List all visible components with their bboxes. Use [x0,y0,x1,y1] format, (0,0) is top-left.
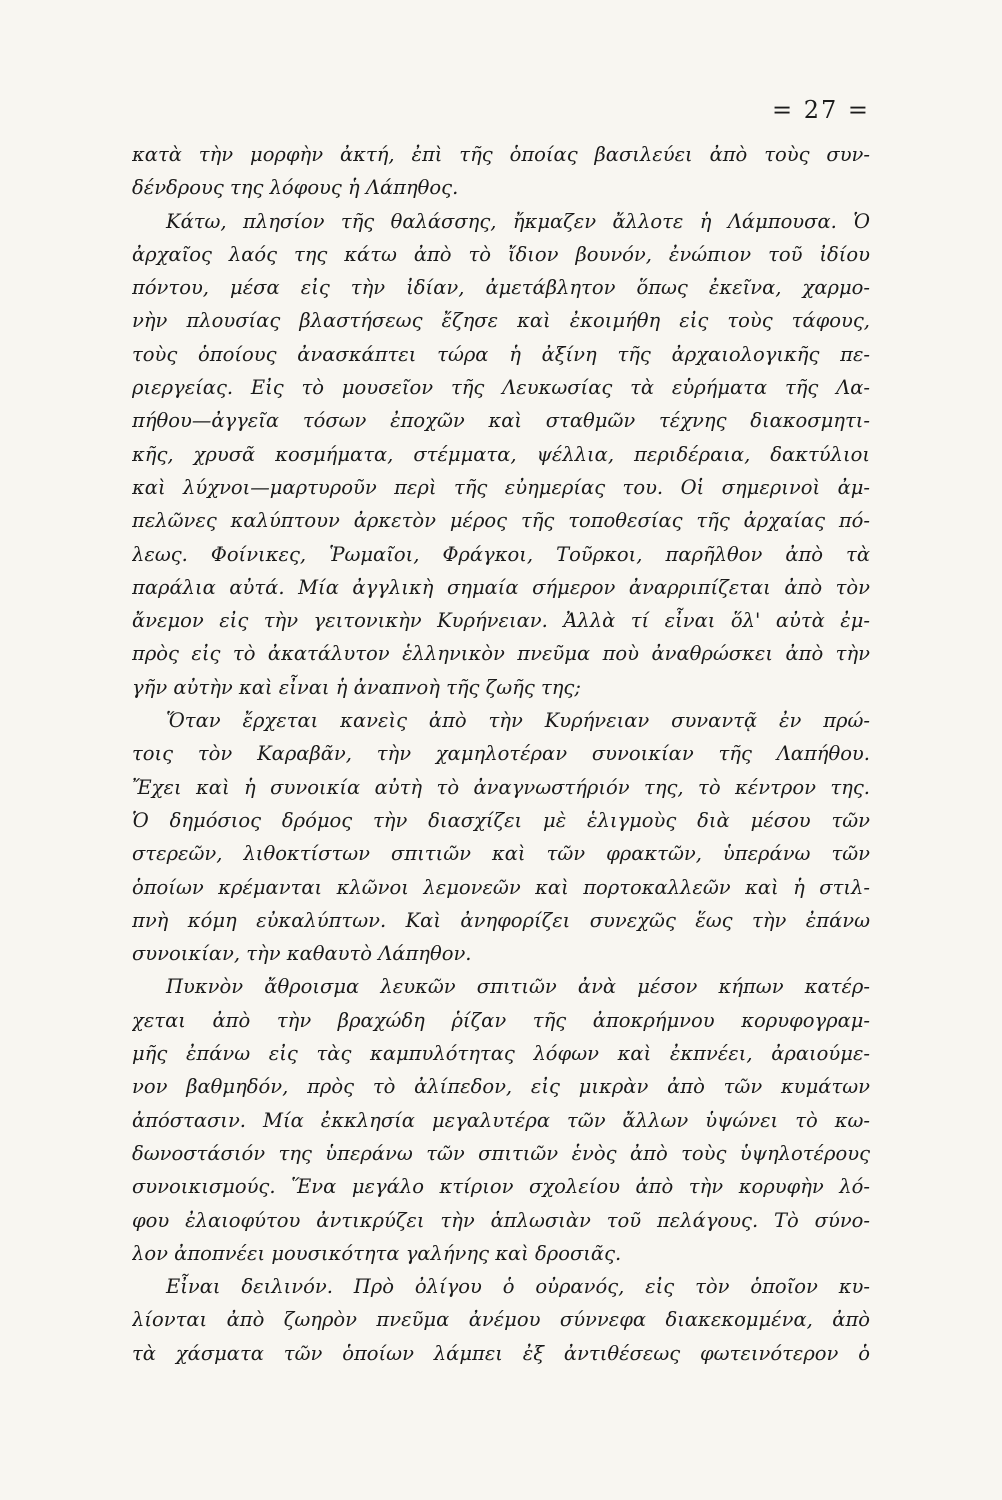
text-line: παράλια αὐτά. Μία ἀγγλικὴ σημαία σήμερον ἀναρριπίζεται ἀπὸ τὸν [132,575,870,599]
text-line: ὁποίων κρέμανται κλῶνοι λεμονεῶν καὶ πορτοκαλλεῶν καὶ ἡ στιλ- [132,875,870,899]
text-line: πρὸς εἰς τὸ ἀκατάλυτον ἑλληνικὸν πνεῦμα ποὺ ἀναθρώσκει ἀπὸ τὴν [132,642,870,666]
text-line: κατὰ τὴν μορφὴν ἀκτή, ἐπὶ τῆς ὁποίας βασιλεύει ἀπὸ τοὺς συν- [132,143,870,166]
text-line: τοὺς ὁποίους ἀνασκάπτει τώρα ἡ ἀξίνη τῆς ἀρχαιολογικῆς πε- [132,342,870,366]
text-line: μῆς ἐπάνω εἰς τὰς καμπυλότητας λόφων καὶ ἐκπνέει, ἀραιούμε- [132,1042,870,1066]
text-line: λίονται ἀπὸ ζωηρὸν πνεῦμα ἀνέμου σύννεφα διακεκομμένα, ἀπὸ [132,1308,870,1332]
text-line: Ἔχει καὶ ἡ συνοικία αὐτὴ τὸ ἀναγνωστήριόν της, τὸ κέντρον της. [132,775,870,799]
text-line: συνοικισμούς. Ἕνα μεγάλο κτίριον σχολείου ἀπὸ τὴν κορυφὴν λό- [132,1175,870,1199]
body-text [132,138,870,1370]
text-line: Κάτω, πλησίον τῆς θαλάσσης, ἤκμαζεν ἄλλοτε ἡ Λάμπουσα. Ὁ [166,209,870,233]
text-line: δένδρους της λόφους ἡ Λάπηθος. [132,176,459,200]
text-line: χεται ἀπὸ τὴν βραχώδη ῥίζαν τῆς ἀποκρήμνου κορυφογραμ- [132,1008,870,1032]
text-line: τὰ χάσματα τῶν ὁποίων λάμπει ἐξ ἀντιθέσεως φωτεινότερον ὁ [132,1341,870,1365]
text-line: πελῶνες καλύπτουν ἀρκετὸν μέρος τῆς τοποθεσίας τῆς ἀρχαίας πό- [132,509,870,533]
text-line: Εἶναι δειλινόν. Πρὸ ὀλίγου ὁ οὐρανός, εἰς τὸν ὁποῖον κυ- [166,1275,870,1299]
text-line: πόντου, μέσα εἰς τὴν ἰδίαν, ἀμετάβλητον ὅπως ἐκεῖνα, χαρμο- [132,276,870,300]
text-line: ἀπόστασιν. Μία ἐκκλησία μεγαλυτέρα τῶν ἄλλων ὑψώνει τὸ κω- [132,1108,870,1132]
text-line: φου ἐλαιοφύτου ἀντικρύζει τὴν ἁπλωσιὰν τοῦ πελάγους. Τὸ σύνο- [132,1208,870,1232]
text-line: λον ἀποπνέει μουσικότητα γαλήνης καὶ δροσιᾶς. [132,1241,622,1265]
text-line: πήθου—ἀγγεῖα τόσων ἐποχῶν καὶ σταθμῶν τέχνης διακοσμητι- [132,409,870,433]
text-line: κῆς, χρυσᾶ κοσμήματα, στέμματα, ψέλλια, περιδέραια, δακτύλιοι [132,442,870,466]
text-line: στερεῶν, λιθοκτίστων σπιτιῶν καὶ τῶν φρακτῶν, ὑπεράνω τῶν [132,842,870,866]
text-line: πνὴ κόμη εὐκαλύπτων. Καὶ ἀνηφορίζει συνεχῶς ἕως τὴν ἐπάνω [132,908,870,932]
text-line: νὴν πλουσίας βλαστήσεως ἔζησε καὶ ἐκοιμήθη εἰς τοὺς τάφους, [132,309,870,333]
text-line: λεως. Φοίνικες, Ῥωμαῖοι, Φράγκοι, Τοῦρκοι, παρῆλθον ἀπὸ τὰ [132,542,870,566]
text-line: νον βαθμηδόν, πρὸς τὸ ἀλίπεδον, εἰς μικρὰν ἀπὸ τῶν κυμάτων [132,1075,870,1099]
text-line: Ὁ δημόσιος δρόμος τὴν διασχίζει μὲ ἑλιγμοὺς διὰ μέσου τῶν [132,808,870,832]
text-line: ριεργείας. Εἰς τὸ μουσεῖον τῆς Λευκωσίας τὰ εὑρήματα τῆς Λα- [132,376,870,400]
text-line: Πυκνὸν ἄθροισμα λευκῶν σπιτιῶν ἀνὰ μέσον κήπων κατέρ- [166,975,870,999]
page-number: = 27 = [771,96,870,124]
text-line: γῆν αὐτὴν καὶ εἶναι ἡ ἀναπνοὴ τῆς ζωῆς της; [132,675,581,699]
text-line: τοις τὸν Καραβᾶν, τὴν χαμηλοτέραν συνοικίαν τῆς Λαπήθου. [132,742,870,766]
text-line: Ὅταν ἔρχεται κανεὶς ἀπὸ τὴν Κυρήνειαν συναντᾷ ἐν πρώ- [166,709,870,733]
text-line: δωνοστάσιόν της ὑπεράνω τῶν σπιτιῶν ἑνὸς ἀπὸ τοὺς ὑψηλοτέρους [132,1141,870,1165]
text-line: ἀρχαῖος λαός της κάτω ἀπὸ τὸ ἴδιον βουνόν, ἐνώπιον τοῦ ἰδίου [132,242,870,266]
text-line: συνοικίαν, τὴν καθαυτὸ Λάπηθον. [132,942,472,966]
text-line: ἄνεμον εἰς τὴν γειτονικὴν Κυρήνειαν. Ἀλλὰ τί εἶναι ὅλ' αὐτὰ ἐμ- [132,609,870,633]
text-line: καὶ λύχνοι—μαρτυροῦν περὶ τῆς εὐημερίας του. Οἱ σημερινοὶ ἀμ- [132,475,870,499]
